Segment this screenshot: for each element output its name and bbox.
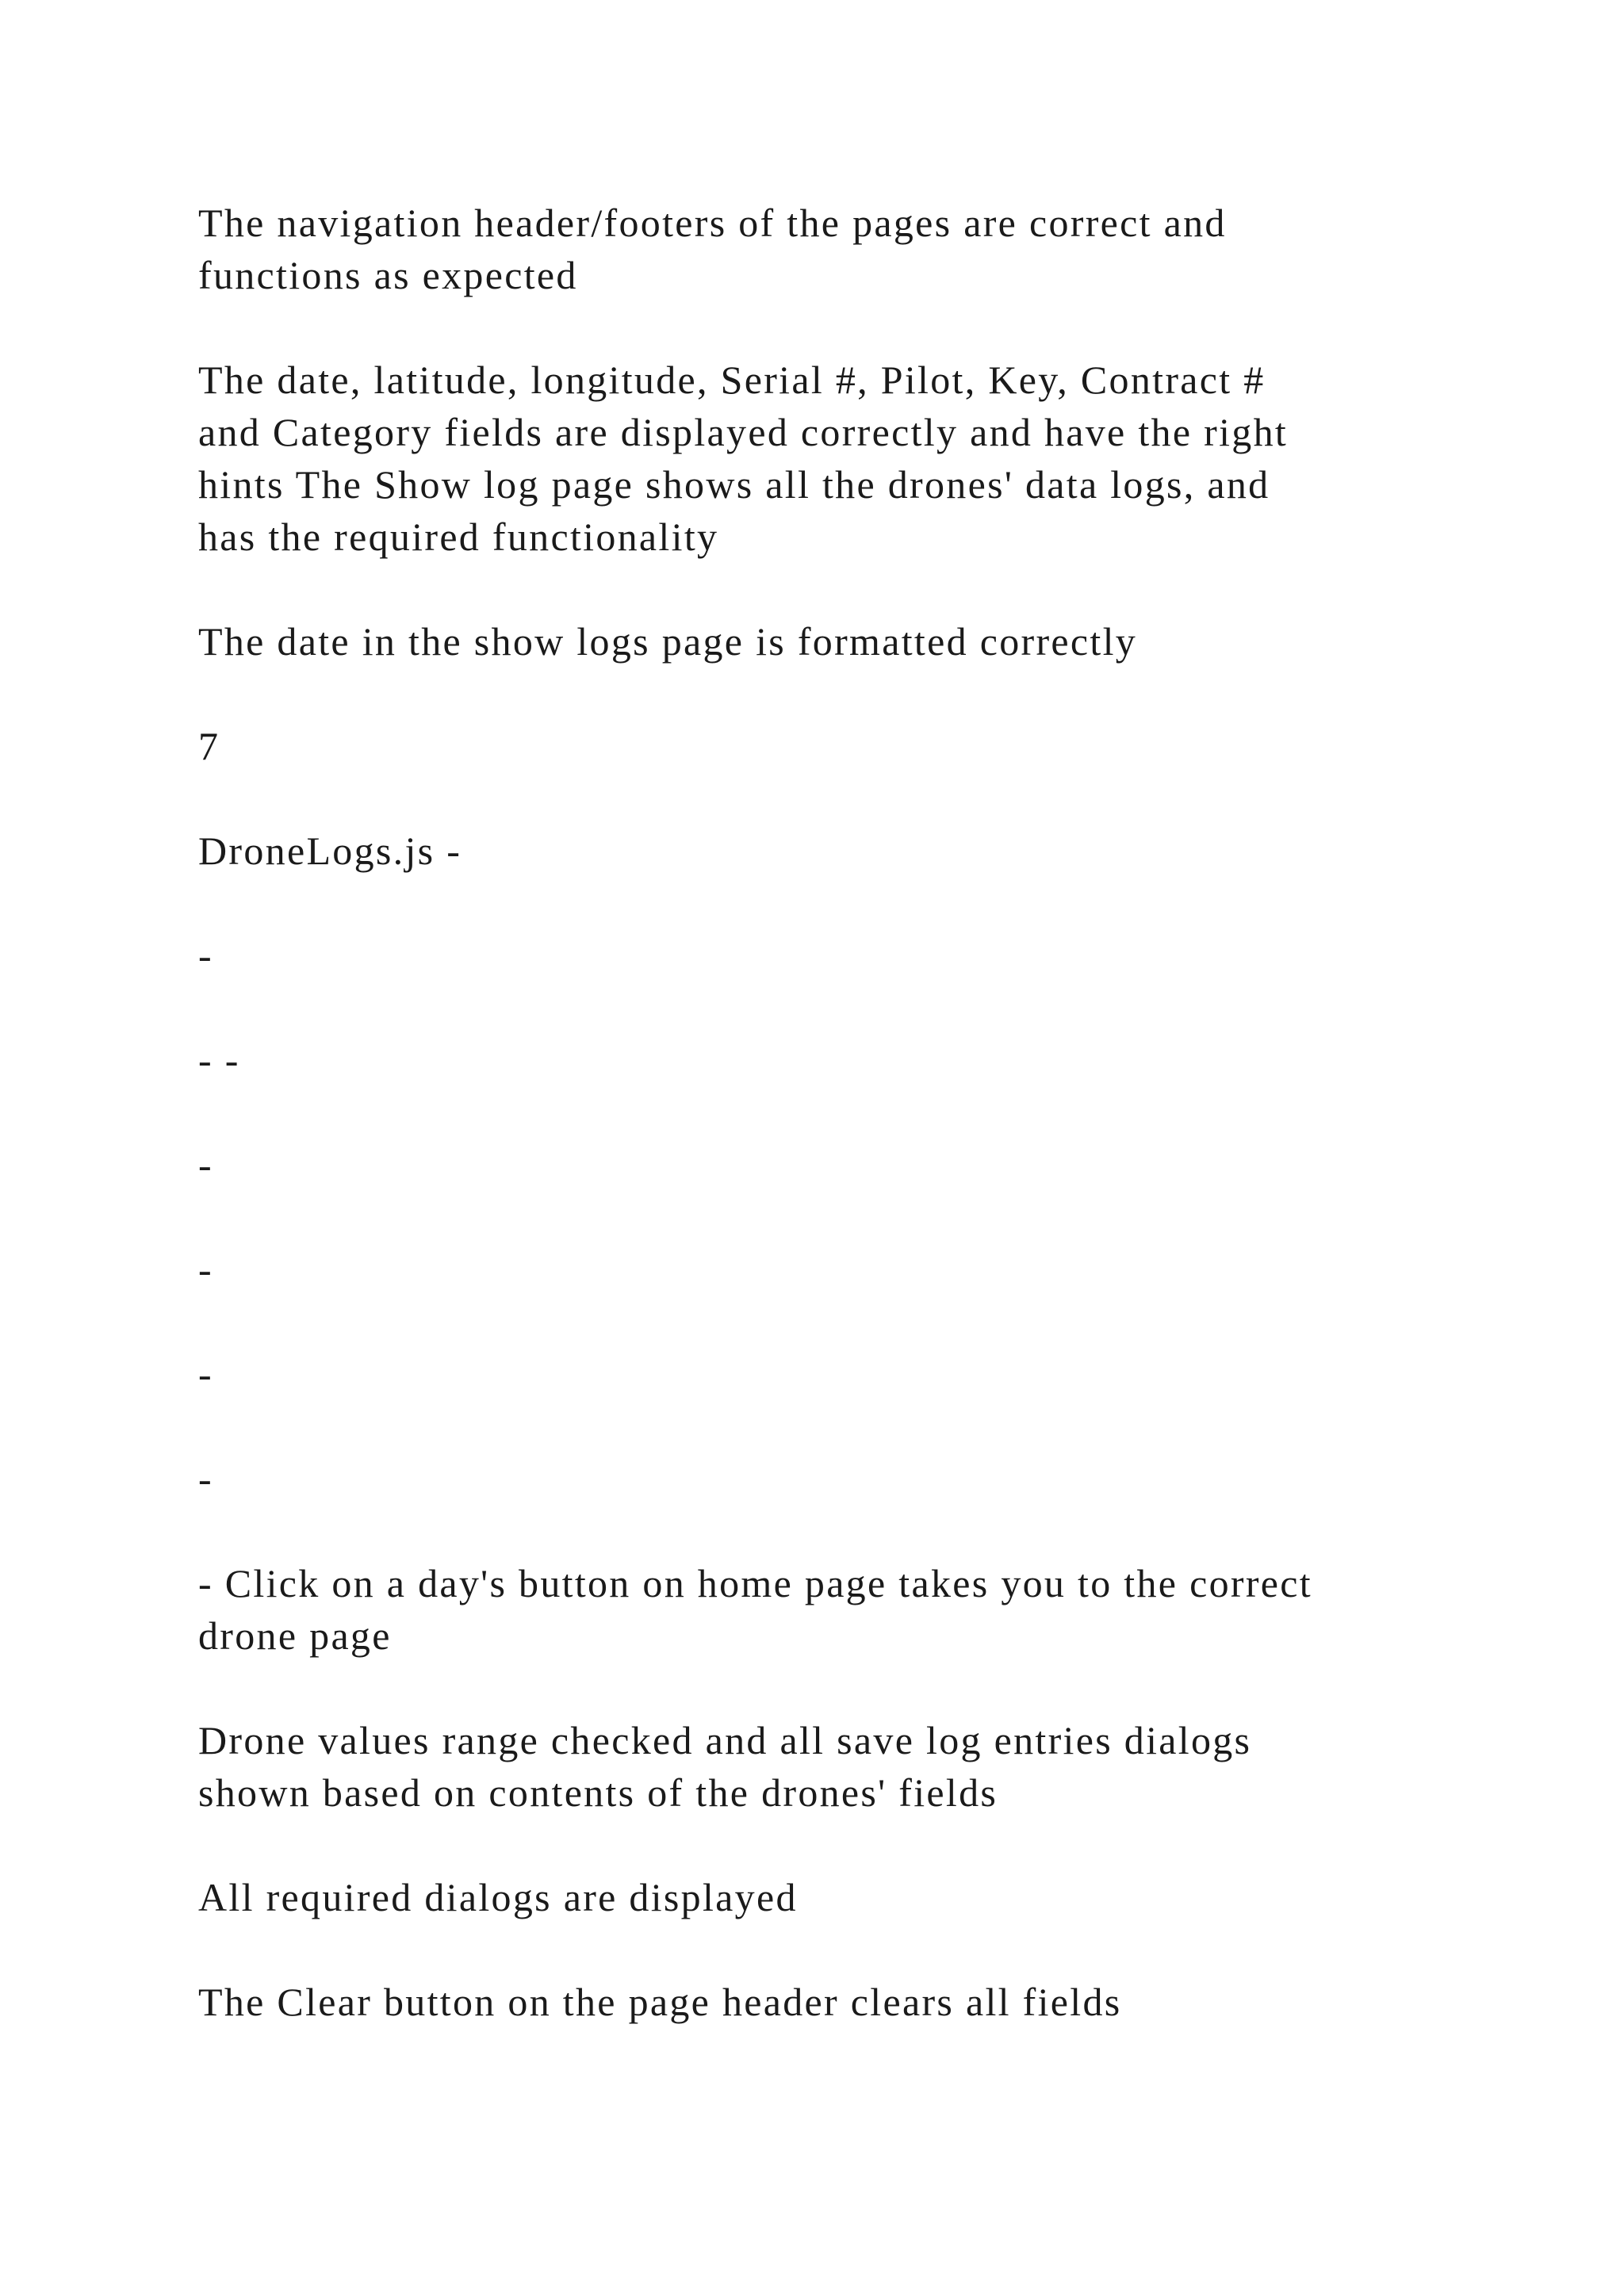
criteria-dialogs: All required dialogs are displayed (198, 1875, 798, 1919)
dash-item: - (198, 1456, 213, 1501)
section-title-dronelogs: DroneLogs.js - (198, 828, 462, 873)
criteria-navigation-line-1: The navigation header/footers of the pages are correct and (198, 201, 1227, 245)
dash-item: - (198, 1247, 213, 1292)
dash-item: - (198, 933, 213, 978)
criteria-fields-line-2: and Category fields are displayed correctly and have the right (198, 410, 1289, 454)
criteria-day-button-line-1: - Click on a day's button on home page takes you to the correct (198, 1561, 1312, 1605)
criteria-date-format: The date in the show logs page is formatted correctly (198, 619, 1138, 664)
criteria-navigation-line-2: functions as expected (198, 253, 578, 297)
criteria-fields-line-1: The date, latitude, longitude, Serial #, Pilot, Key, Contract # (198, 358, 1266, 402)
dash-item: - (198, 1352, 213, 1396)
criteria-range-check-line-1: Drone values range checked and all save log entries dialogs (198, 1718, 1252, 1762)
criteria-fields-line-3: hints The Show log page shows all the drones' data logs, and (198, 462, 1270, 507)
dash-item: - (198, 1142, 213, 1187)
points-value: 7 (198, 724, 220, 768)
criteria-fields-line-4: has the required functionality (198, 515, 719, 559)
criteria-day-button-line-2: drone page (198, 1613, 392, 1658)
criteria-clear-button: The Clear button on the page header clears all fields (198, 1980, 1122, 2024)
dash-item: - - (198, 1038, 240, 1082)
criteria-range-check-line-2: shown based on contents of the drones' fields (198, 1770, 998, 1815)
